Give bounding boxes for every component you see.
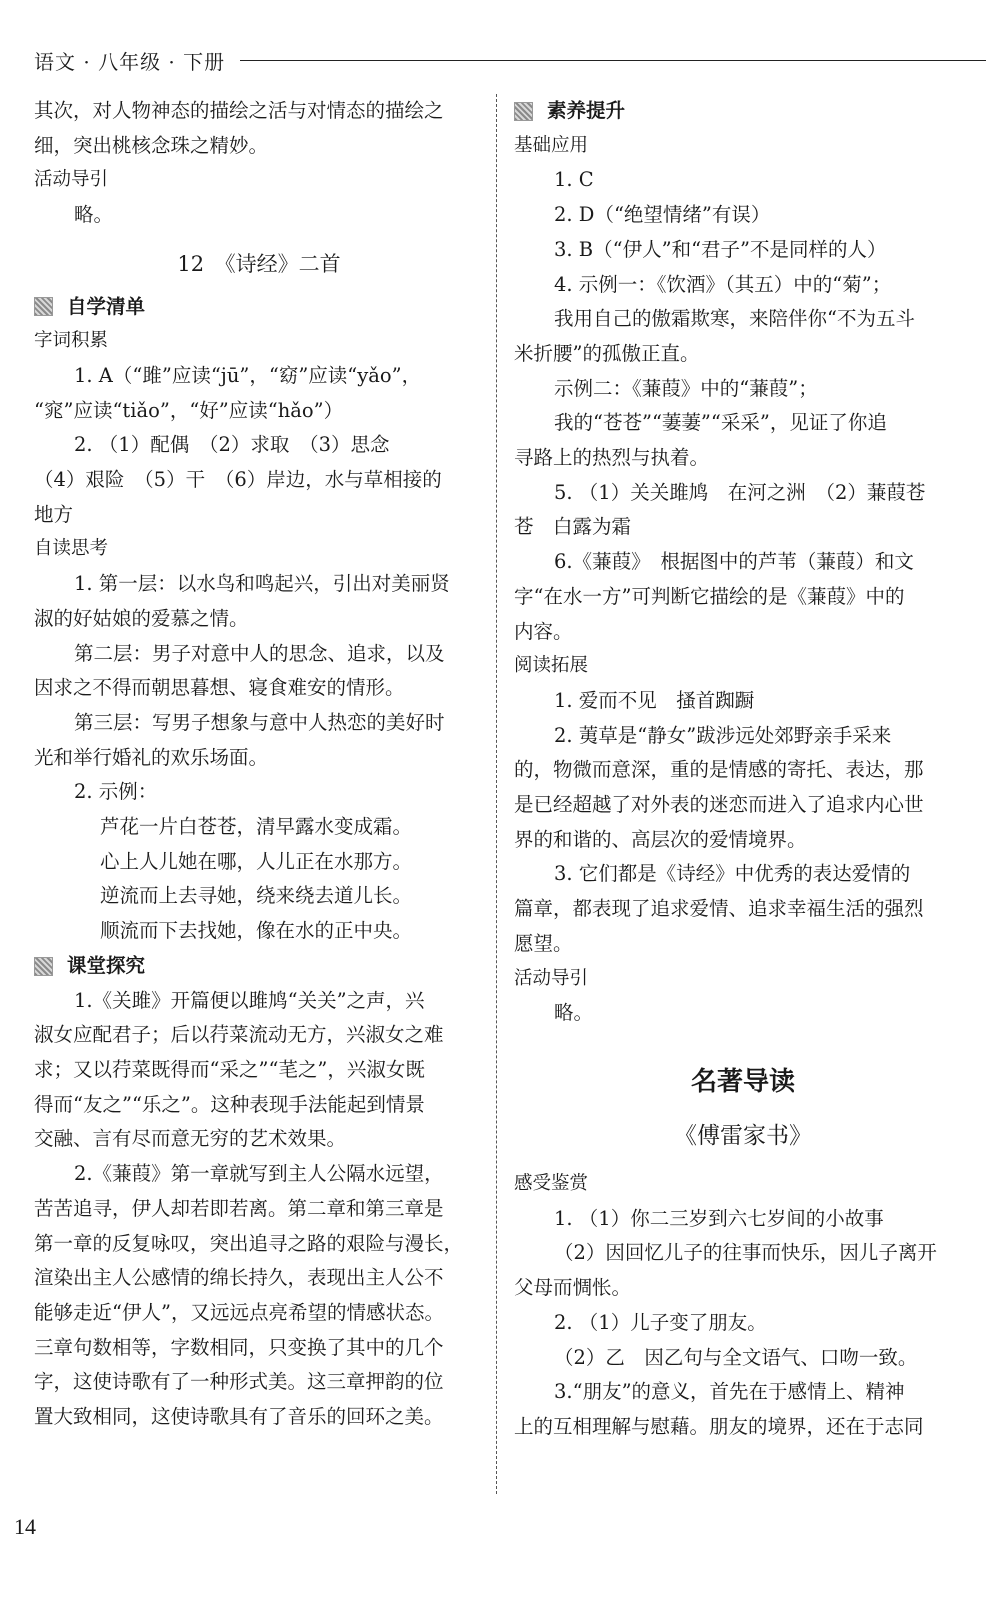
text-line: 字“在水一方”可判断它描绘的是《蒹葭》中的 (514, 584, 905, 608)
text-line: 苍 白露为霜 (514, 515, 632, 539)
text-line: 愿望。 (514, 931, 573, 955)
text-line: 1. A（“雎”应读“jū”，“窈”应读“yǎo”， (74, 363, 422, 387)
text-line: 光和举行婚礼的欢乐场面。 (34, 745, 269, 769)
section-self-study (34, 290, 484, 325)
text-line: 2. D（“绝望情绪”有误） (554, 203, 771, 227)
text-line: 3. B（“伊人”和“君子”不是同样的人） (554, 237, 887, 261)
book-title: 《傅雷家书》 (674, 1122, 812, 1149)
text-line: “窕”应读“tiǎo”，“好”应读“hǎo”） (34, 398, 344, 422)
column-divider (496, 94, 497, 1494)
text-line: 字，这使诗歌有了一种形式美。这三章押韵的位 (34, 1370, 444, 1394)
section-improve (514, 94, 972, 129)
text-line: 2. 荑草是“静女”跋涉远处郊野亲手采来 (554, 723, 892, 747)
text-line: 内容。 (514, 619, 573, 643)
text-line: 交融、言有尽而意无穷的艺术效果。 (34, 1127, 347, 1151)
header-title: 语文 · 八年级 · 下册 (34, 50, 226, 74)
poem-line: 芦花一片白苍苍，清早露水变成霜。 (100, 815, 413, 839)
section-square-icon (514, 102, 533, 121)
section-title: 课堂探究 (67, 953, 146, 977)
text-line: 5. （1）关关雎鸠 在河之洲 （2）蒹葭苍 (554, 480, 926, 504)
vocab-label: 字词积累 (34, 330, 109, 352)
reading-label: 阅读拓展 (514, 655, 589, 677)
text-line: 1. （1）你二三岁到六七岁间的小故事 (554, 1206, 884, 1230)
right-column (514, 94, 972, 1445)
text-line: 3.“朋友”的意义，首先在于感情上、精神 (554, 1380, 905, 1404)
activity-label: 活动导引 (514, 967, 589, 989)
poem-line: 心上人儿她在哪，人儿正在水那方。 (100, 849, 413, 873)
basic-label: 基础应用 (514, 134, 589, 156)
section-class-explore (34, 949, 484, 984)
text-line: 淑女应配君子；后以荇菜流动无方，兴淑女之难 (34, 1023, 444, 1047)
text-line: 米折腰”的孤傲正直。 (514, 341, 700, 365)
text-line: 3. 它们都是《诗经》中优秀的表达爱情的 (554, 862, 911, 886)
text-line: 2. （1）儿子变了朋友。 (554, 1310, 767, 1334)
text-line: 4. 示例一：《饮酒》（其五）中的“菊”； (554, 272, 892, 296)
text-line: 我的“苍苍”“萋萋”“采采”，见证了你追 (554, 411, 887, 435)
text-line: 渲染出主人公感情的绵长持久，表现出主人公不 (34, 1266, 444, 1290)
text-line: 第二层：男子对意中人的思念、追求，以及 (74, 641, 445, 665)
section-square-icon (34, 297, 53, 316)
activity-text: 略。 (554, 1001, 594, 1025)
lesson-title: 12 《诗经》二首 (177, 251, 341, 276)
text-line: 第三层：写男子想象与意中人热恋的美好时 (74, 710, 445, 734)
section-title: 自学清单 (67, 294, 146, 318)
text-line: 细，突出桃核念珠之精妙。 (34, 133, 269, 157)
text-line: 地方 (34, 502, 74, 526)
think-label: 自读思考 (34, 538, 109, 560)
text-line: （4）艰险 （5）干 （6）岸边，水与草相接的 (34, 468, 442, 492)
text-line: 其次，对人物神态的描绘之活与对情态的描绘之 (34, 99, 444, 122)
text-line: 寻路上的热烈与执着。 (514, 446, 710, 470)
text-line: （2）因回忆儿子的往事而快乐，因儿子离开 (554, 1241, 937, 1265)
text-line: 2. （1）配偶 （2）求取 （3）思念 (74, 433, 390, 457)
appreciate-label: 感受鉴赏 (514, 1172, 589, 1194)
text-line: 的，物微而意深，重的是情感的寄托、表达，那 (514, 758, 924, 782)
running-header (34, 46, 986, 76)
guide-title: 名著导读 (690, 1066, 795, 1097)
page-number: 14 (14, 1514, 36, 1539)
section-title: 素养提升 (547, 99, 626, 122)
text-line: 上的互相理解与慰藉。朋友的境界，还在于志同 (514, 1414, 924, 1438)
left-column (34, 94, 484, 1435)
text-line: 苦苦追寻，伊人却若即若离。第二章和第三章是 (34, 1196, 444, 1220)
text-line: 第一章的反复咏叹，突出追寻之路的艰险与漫长， (34, 1231, 464, 1255)
text-line: 6.《蒹葭》 根据图中的芦苇（蒹葭）和文 (554, 550, 914, 574)
text-line: 篇章，都表现了追求爱情、追求幸福生活的强烈 (514, 897, 924, 921)
text-line: 因求之不得而朝思暮想、寝食难安的情形。 (34, 676, 405, 700)
text-line: 得而“友之”“乐之”。这种表现手法能起到情景 (34, 1092, 425, 1116)
poem-line: 逆流而上去寻她，绕来绕去道儿长。 (100, 884, 413, 908)
text-line: 1. 第一层：以水鸟和鸣起兴，引出对美丽贤 (74, 572, 450, 596)
section-square-icon (34, 957, 53, 976)
text-line: 置大致相同，这使诗歌具有了音乐的回环之美。 (34, 1405, 444, 1429)
text-line: 三章句数相等，字数相同，只变换了其中的几个 (34, 1335, 444, 1359)
text-line: 2. 示例： (74, 780, 158, 804)
text-line: 淑的好姑娘的爱慕之情。 (34, 606, 249, 630)
text-line: 2.《蒹葭》第一章就写到主人公隔水远望， (74, 1162, 444, 1186)
text-line: 1. 爱而不见 搔首踟蹰 (554, 688, 755, 712)
text-line: 是已经超越了对外表的迷恋而进入了追求内心世 (514, 793, 924, 817)
text-line: 界的和谐的、高层次的爱情境界。 (514, 827, 807, 851)
text-line: 我用自己的傲霜欺寒，来陪伴你“不为五斗 (554, 307, 915, 331)
text-line: 能够走近“伊人”，又远远点亮希望的情感状态。 (34, 1300, 444, 1324)
activity-label: 活动导引 (34, 169, 109, 191)
text-line: 1. C (554, 168, 594, 192)
header-rule (240, 60, 986, 61)
activity-text: 略。 (74, 203, 114, 227)
text-line: 父母而惆怅。 (514, 1276, 632, 1300)
text-line: 求；又以荇菜既得而“采之”“芼之”，兴淑女既 (34, 1057, 425, 1081)
text-line: （2）乙 因乙句与全文语气、口吻一致。 (554, 1345, 918, 1369)
poem-line: 顺流而下去找她，像在水的正中央。 (100, 919, 413, 943)
text-line: 示例二：《蒹葭》中的“蒹葭”； (554, 376, 818, 400)
text-line: 1.《关雎》开篇便以雎鸠“关关”之声，兴 (74, 988, 425, 1012)
